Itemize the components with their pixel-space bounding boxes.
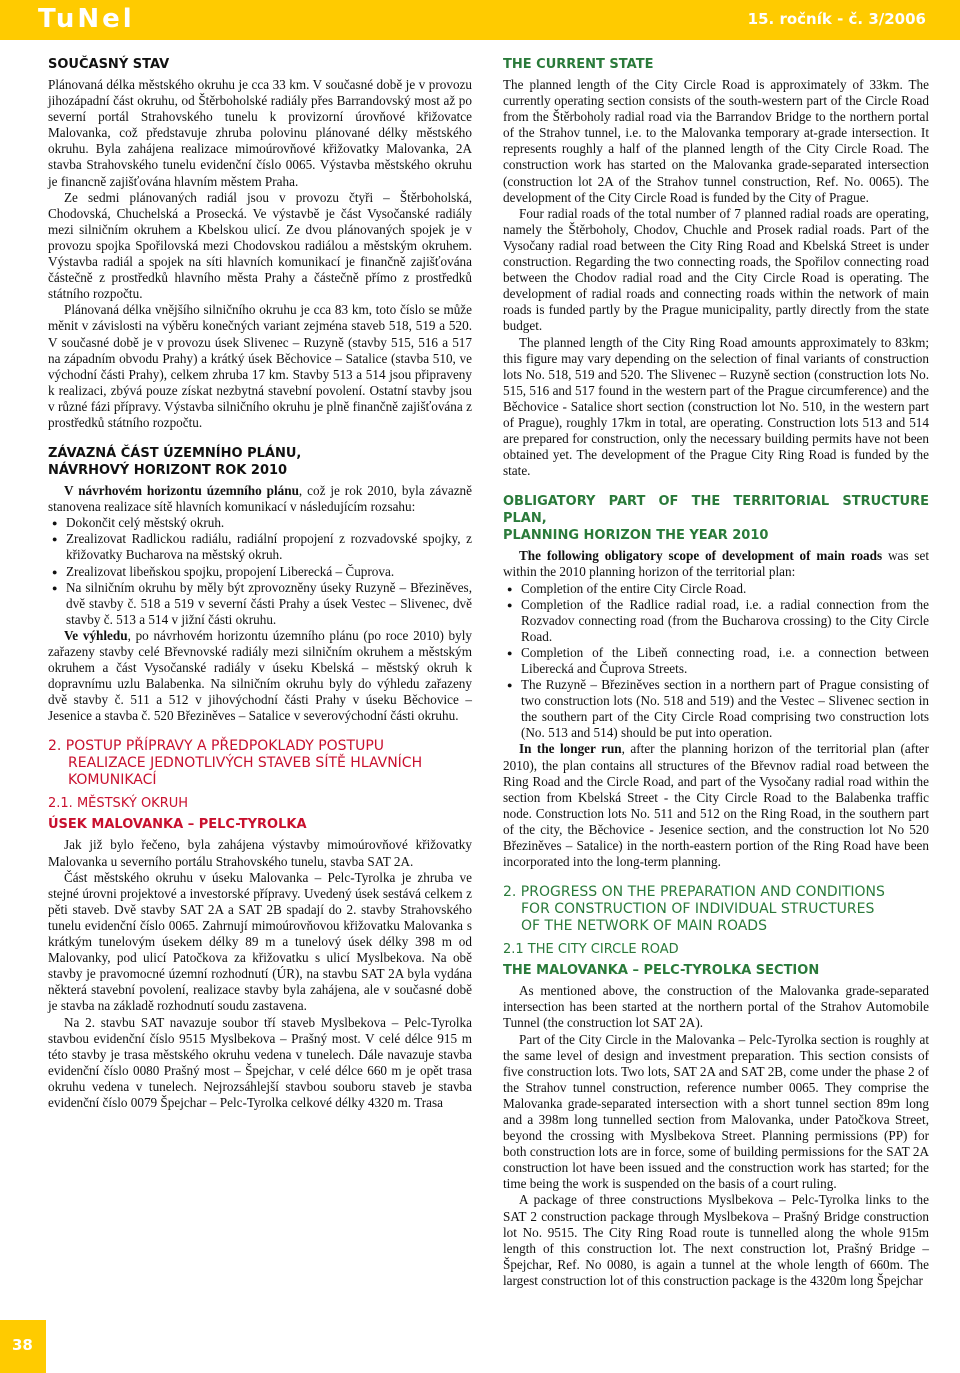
list-item: ● Na silničním okruhu by měly být zprovozněny úseky Ruzyně – Březiněves, dvě stavby č. 518 a 519 v severní části Prahy a úsek Vestec – Slivenec, dvě stavby č. 513 a 514 v jižní části okruhu. [48,580,472,628]
list-item: ● Zrealizovat libeňskou spojku, propojení Liberecká – Čuprova. [48,564,472,580]
paragraph: The planned length of the City Ring Road amounts approximately to 83km; this figure may vary depending on the selection of final variants of construction lots No. 518, 519 and 520. The Slivenec – Ruzyně section (construction lots No. 515, 516 and 517 found in the western part of the Prague circumference) and the Běchovice - Satalice short section (construction lot No. 510, in the western part of Prague), roughly 17km in total, are operating. Construction lots 513 and 514 are prepared for construction, only the necessary building permits have not been obtained yet. The development of the Prague City Ring Road is funded by the state. [503,334,929,479]
bold-lead: Ve výhledu [64,627,128,643]
bold-lead: V návrhovém horizontu územního plánu [64,483,299,499]
paragraph: The planned length of the City Circle Road is approximately of 33km. The currently operating section consists of the south-western part of the Circle Road from the Štěrboholy radial road via the Barrandov Bridge to the northern portal of the Strahov tunnel, i.e. to the Malovanka temporary at-grade intersection. It represents roughly a half of the planned length of the City Circle Road. The construction work has started on the Malovanka grade-separated intersection (construction lot 2A of the Strahov tunnel construction, Ref. No. 0065). The development of the City Circle Road is funded by the City of Prague. [503,77,929,205]
paragraph: Four radial roads of the total number of 7 planned radial roads are operating, namely the Štěrboholy, Chodov, Chuchle and Prosek radial roads. Part of the Vysočany radial road between the City Ring Road and Kbelská Street is under construction. Regarding the two connecting roads, the Spořilov connecting road between the Chodov radial road and the City Circle Road is operating. The development of radial roads and connecting roads within the network of main roads is funded partly by the Prague municipality, partly directly from the state budget. [503,205,929,334]
heading-planning-horizon: PLANNING HORIZON THE YEAR 2010 [503,528,769,544]
page-number: 38 [12,1336,33,1354]
bullet-list [503,581,929,742]
czech-column [48,56,472,1111]
bold-lead: In the longer run [519,741,622,757]
issue-label: 15. ročník - č. 3/2006 [747,10,926,28]
heading-current-state-en: THE CURRENT STATE [503,57,654,72]
section-2-1-title-en: 2.1 THE CITY CIRCLE ROAD [503,942,679,958]
paragraph: Part of the City Circle in the Malovanka – Pelc-Tyrolka section is roughly at the same level of design and investment preparation. This section consists of five construction lots. Two lots, SAT 2A and SAT 2B, come under the phase 2 of the Strahov tunnel construction, reference number 0065. They comprise the Malovanka grade-separated intersection with a short tunnel section 89m long and a 398m long tunnelled section from Malovanka, under Patočkova Street, beyond the crossing with Myslbekova Street. Planning permissions (PP) for both construction lots are in force, some of building permissions for the SAT 2A construction lot have been issued and the construction work has started; for the time being the work is suspended on the basis of a court ruling. [503,1031,929,1192]
list-item: ● The Ruzyně – Březiněves section in a northern part of Prague consisting of two construction lots (No. 518 and 519) and the Vestec – Slivenec section in the southern part of the City Circle Road comprising two construction lots (No. 513 and 514) should be put into operation. [503,677,929,741]
list-item: ● Zrealizovat Radlickou radiálu, radiální propojení z rozvadovské spojky, z křižovatky Bucharova na městský okruh. [48,531,472,563]
bullet-list [48,515,472,628]
subsection-title: ÚSEK MALOVANKA – PELC-TYROLKA [48,817,307,833]
subsection-title-en: THE MALOVANKA – PELC-TYROLKA SECTION [503,963,820,979]
paragraph-rest: was set within the 2010 planning horizon of the territorial plan: [503,548,929,580]
section-2-title-line1-en: 2. PROGRESS ON THE PREPARATION AND CONDITIONS [503,884,885,901]
paragraph [503,741,929,870]
bold-lead: The following obligatory scope of development of main roads [519,548,883,564]
english-column [503,56,929,1289]
heading-current-state: SOUČASNÝ STAV [48,57,170,72]
list-item: ● Completion of the entire City Circle Road. [503,581,929,597]
heading-binding-part: ZÁVAZNÁ ČÁST ÚZEMNÍHO PLÁNU, [48,446,302,462]
paragraph: Jak již bylo řečeno, byla zahájena výstavby mimoúrovňové křižovatky Malovanka u severního portálu Strahovského tunelu, stavba SAT 2A. [48,837,472,869]
paragraph: A package of three constructions Myslbekova – Pelc-Tyrolka links to the SAT 2 construction package through Myslbekova – Prašný Bridge construction lot No. 9515. The City Ring Road route is tunnelled along the whole 915m length of this construction lot. The next construction lot, Prašný Bridge – Špejchar, Ref. No 0080, is again a tunnel at the whole length of 660m. The largest construction lot of this construction package is the 4320m long Špejchar [503,1192,929,1288]
paragraph [48,483,472,515]
section-2-title-line1: 2. POSTUP PŘÍPRAVY A PŘEDPOKLADY POSTUPU [48,738,385,755]
paragraph: Plánovaná délka městského okruhu je cca 33 km. V současné době je v provozu jihozápadní část okruhu, od Štěrboholské radiály přes Barrandovský most až po severní portál Strahovského tunelu k provizorní úrovňové křižovatce Malovanka, což představuje zhruba polovinu plánované délky městského okruhu. Byla zahájena realizace mimoúrovňové křižovatky Malovanka, 2A stavba Strahovského tunelu evidenční číslo 0065. Výstavba městského okruhu je financně zajišťována hlavním městem Praha. [48,77,472,189]
paragraph: Část městského okruhu v úseku Malovanka – Pelc-Tyrolka je zhruba ve stejné úrovni projektové a investorské přípravy. Uvedený úsek sestává celkem z pěti staveb. Dvě stavby SAT 2A a SAT 2B spadají do 2. stavby Strahovského tunelu evidenční číslo 0065. Zahrnují mimoúrovňovou křižovatku Malovanka s krátkým tunelovým úsekem délky 89 m a tunelový úsek délky 398 m od Malovanky, pod ulicí Patočkova za křižovatku s ulicí Myslbekova. Na obě stavby je pravomocné územní rozhodnutí (ÚR), na stavbu SAT 2A byla vydána některá stavební povolení, realizace stavby byla zahájena, ale v současné době je stavba na základě rozhodnutí soudu zastavena. [48,869,472,1014]
header-bar [0,0,960,40]
list-item: ● Completion of the Libeň connecting road, i.e. a connection between Liberecká and Čuprova Streets. [503,645,929,677]
section-2-title-line3-en: OF THE NETWORK OF MAIN ROADS [521,918,767,935]
paragraph-rest: , což je rok 2010, byla závazně stanovena realizace sítě hlavních komunikací v následujícím rozsahu: [48,483,472,515]
paragraph [48,628,472,725]
list-item: ● Completion of the Radlice radial road, i.e. a radial connection from the Rozvadov connecting road (from the Bucharova crossing) to the City Circle Road. [503,597,929,645]
tunel-logo: TuNel [38,4,135,34]
paragraph [503,548,929,580]
paragraph-rest: , after the planning horizon of the territorial plan (after 2010), the plan contains all structures of the Břevnov radial road between the Ring Road and the Circle Road, and part of the Vysočany radial road within the section from Kbelská Street - the City Circle Road to the Balabenka traffic node. Construction lots No. 511 and 512 on the Ring Road, in the southern part of the city, the Běchovice - Jesenice section, and the construction lot No 520 Březiněves – Satalice) in the north-eastern portion of the Ring Road have been incorporated into the long-term planning. [503,741,929,870]
page-number-tab [0,1320,46,1373]
section-2-title-line2-en: FOR CONSTRUCTION OF INDIVIDUAL STRUCTURES [521,901,875,918]
paragraph-rest: , po návrhovém horizontu územního plánu (po roce 2010) byly zařazeny stavby celé Břevnovské radiály mezi silničním okruhem a městským okruhem a část Vysočanské radiály v úseku Kbelská – městský okruh k dopravnímu uzlu Balabenka. Na silničním okruhu byly do výhledu zařazeny dvě stavby č. 511 a 512 v jihovýchodní části Prahy v úseku Běchovice – Jesenice a stavba č. 520 Březiněves – Satalice v severovýchodní části okruhu. [48,627,472,724]
heading-obligatory-part: OBLIGATORY PART OF THE TERRITORIAL STRUCTURE PLAN, [503,494,929,527]
section-2-title-line3: KOMUNIKACÍ [68,772,157,789]
section-2-1-title: 2.1. MĚSTSKÝ OKRUH [48,796,189,812]
paragraph: Plánovaná délka vnějšího silničního okruhu je cca 83 km, toto číslo se může měnit v závislosti na výběru konečných variant zejména staveb 518, 519 a 520. V současné době je v provozu úsek Slivenec – Ruzyně (stavby 515, 516 a 517 na západním obvodu Prahy) a krátký úsek Běchovice – Satalice (stavba 510, ve východní části Prahy), celkem zhruba 17 km. Stavby 513 a 514 jsou připraveny k realizaci, zbývá pouze získat nezbytná stavební povolení. Ostatní stavby jsou v různé fázi přípravy. Výstavba silničního okruhu je plně finančně zajišťována z prostředků státního rozpočtu. [48,302,472,430]
list-item: ● Dokončit celý městský okruh. [48,515,472,531]
paragraph: As mentioned above, the construction of the Malovanka grade-separated intersection has been started at the northern portal of the Strahov Automobile Tunnel (the construction lot SAT 2A). [503,983,929,1031]
paragraph: Na 2. stavbu SAT navazuje soubor tří staveb Myslbekova – Pelc-Tyrolka stavbou evidenční číslo 9515 Myslbekova – Prašný most. V celé délce 915 m této stavby je trasa městského okruhu vedena v tunelech. Dále navazuje stavba evidenční číslo 0080 Prašný most – Špejchar, v celé délce 660 m je opět trasa okruhu vedena v tunelech. Nejrozsáhlejší stavbou souboru staveb je stavba evidenční číslo 0079 Špejchar – Pelc-Tyrolka celkové délky 4320 m. Trasa [48,1014,472,1110]
paragraph: Ze sedmi plánovaných radiál jsou v provozu čtyři – Štěrboholská, Chodovská, Chuchelská a Prosecká. Ve výstavbě je část Vysočanské radiály mezi silničním okruhem a Kbelskou ulicí. Ze dvou plánovaných spojek je v provozu spojka Spořilovská mezi Chodovskou radiálou a městským okruhem. Výstavba radiál a spojek na síti hlavních komunikací je finančně zajišťována částečně z prostředků hlavního města Prahy a částečně přímo z prostředků státního rozpočtu. [48,189,472,302]
section-2-title-line2: REALIZACE JEDNOTLIVÝCH STAVEB SÍTĚ HLAVNÍCH [68,755,423,772]
heading-horizon: NÁVRHOVÝ HORIZONT ROK 2010 [48,463,288,479]
